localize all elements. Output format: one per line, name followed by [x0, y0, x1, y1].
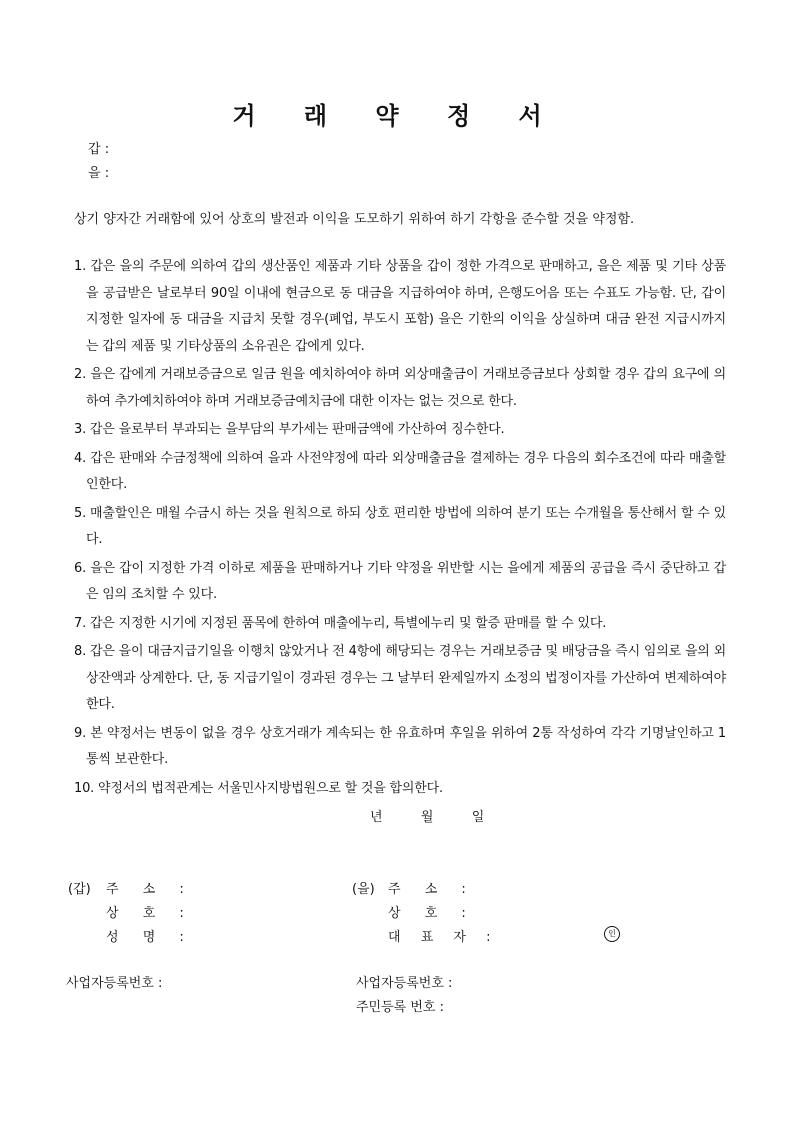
gap-tag: (갑) [68, 882, 91, 897]
clause-item: 6. 을은 갑이 지정한 가격 이하로 제품을 판매하거나 기타 약정을 위반할 시는 을에게 제품의 공급을 즉시 중단하고 갑은 임의 조치할 수 있다. [74, 560, 726, 602]
clause-item: 2. 을은 갑에게 거래보증금으로 일금 원을 예치하여야 하며 외상매출금이 거래보증금보다 상회할 경우 갑의 요구에 의하여 추가예치하여야 하며 거래보증금예치금에 대한 이자는 없는 것으로 한다. [74, 367, 726, 409]
clause-item: 5. 매출할인은 매월 수금시 하는 것을 원칙으로 하되 상호 편리한 방법에 의하여 분기 또는 수개월을 통산해서 할 수 있다. [74, 505, 726, 547]
date-month: 월 [420, 810, 434, 825]
intro-text: 상기 양자간 거래함에 있어 상호의 발전과 이익을 도모하기 위하여 하기 각항을 준수할 것을 약정함. [74, 212, 635, 227]
clause-item: 10. 약정서의 법적관계는 서울민사지방법원으로 할 것을 합의한다. [74, 780, 443, 796]
clause-list [74, 254, 726, 804]
clause-item: 9. 본 약정서는 변동이 없을 경우 상호거래가 계속되는 한 유효하며 후일을 위하여 2통 작성하여 각각 기명날인하고 1통씩 보관한다. [74, 725, 726, 767]
clause-item: 4. 갑은 판매와 수금정책에 의하여 을과 사전약정에 따라 외상매출금을 결제하는 경우 다음의 회수조건에 따라 매출할인한다. [74, 450, 726, 492]
document-title: 거 래 약 정 서 [232, 101, 562, 130]
gap-name-label: 성 명 : [106, 930, 194, 945]
eul-address-label: 주 소 : [388, 882, 476, 897]
gap-biz-no-label: 사업자등록번호 : [66, 976, 163, 991]
seal-mark-icon: 인 [604, 926, 620, 942]
gap-company-label: 상 호 : [106, 906, 194, 921]
eul-biz-no-label: 사업자등록번호 : [356, 976, 453, 991]
eul-tag: (을) [352, 882, 375, 897]
gap-address-label: 주 소 : [106, 882, 194, 897]
eul-company-label: 상 호 : [388, 906, 476, 921]
clause-item: 7. 갑은 지정한 시기에 지정된 품목에 한하여 매출에누리, 특별에누리 및 할증 판매를 할 수 있다. [74, 615, 607, 631]
party-gap-label: 갑 : [88, 142, 110, 157]
eul-resident-no-label: 주민등록 번호 : [356, 1000, 444, 1015]
date-line [370, 806, 484, 825]
clause-item: 8. 갑은 을이 대금지급기일을 이행치 않았거나 전 4항에 해당되는 경우는 거래보증금 및 배당금을 즉시 임의로 을의 외상잔액과 상계한다. 단, 동 지급기일이 경과된 경우는 그 날부터 완제일까지 소정의 법정이자를 가산하여 변제하여야 한다. [74, 644, 726, 712]
date-day: 일 [471, 810, 485, 825]
clause-item: 1. 갑은 을의 주문에 의하여 갑의 생산품인 제품과 기타 상품을 갑이 정한 가격으로 판매하고, 을은 제품 및 기타 상품을 공급받은 날로부터 90일 이내에 현금으로 동 대금을 지급하여야 하며, 은행도어음 또는 수표도 가능함. 단, 갑이 지정한 일자에 동 대금을 지급치 못할 경우(폐업, 부도시 포함) 을은 기한의 이익을 상실하며 대금 완전 지급시까지는 갑의 제품 및 기타상품의 소유권은 갑에게 있다. [74, 259, 726, 354]
party-eul-label: 을 : [88, 166, 110, 181]
eul-rep-label: 대 표 자 : [388, 930, 499, 945]
date-year: 년 [370, 810, 383, 825]
clause-item: 3. 갑은 을로부터 부과되는 을부담의 부가세는 판매금액에 가산하여 징수한다. [74, 422, 505, 437]
